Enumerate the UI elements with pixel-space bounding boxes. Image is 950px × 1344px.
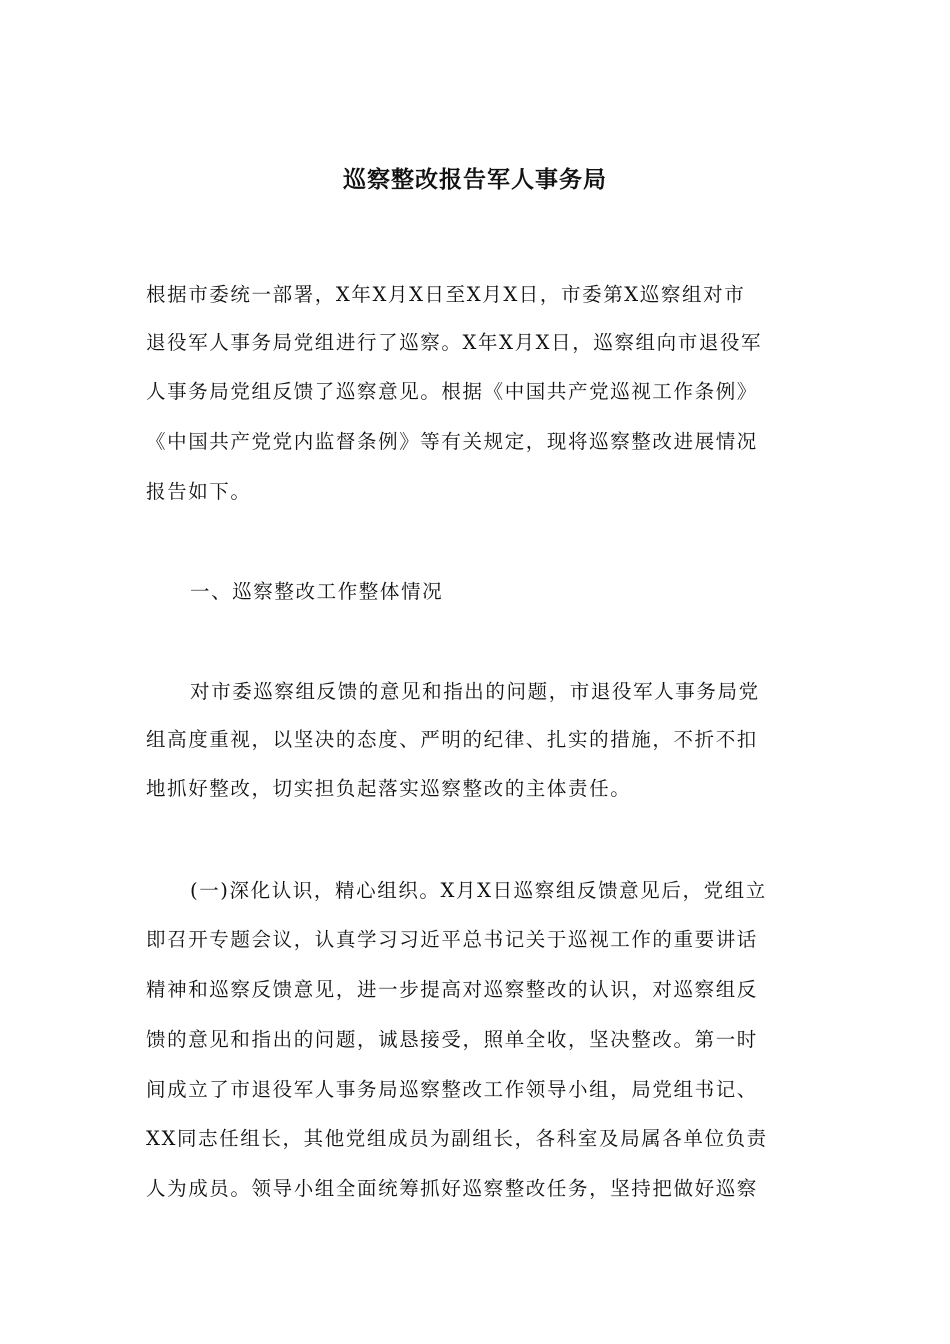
document-title: 巡察整改报告军人事务局 bbox=[343, 166, 607, 193]
paragraph-line: 精神和巡察反馈意见，进一步提高对巡察整改的认识，对巡察组反 bbox=[146, 978, 758, 1001]
paragraph-line: 馈的意见和指出的问题，诚恳接受，照单全收，坚决整改。第一时 bbox=[146, 1028, 758, 1051]
paragraph-line: 《中国共产党党内监督条例》等有关规定，现将巡察整改进展情况 bbox=[146, 430, 758, 453]
paragraph-line: 报告如下。 bbox=[146, 480, 252, 503]
paragraph-line: (一)深化认识，精心组织。X月X日巡察组反馈意见后，党组立 bbox=[190, 879, 767, 902]
paragraph-line: 人为成员。领导小组全面统筹抓好巡察整改任务，坚持把做好巡察 bbox=[146, 1177, 758, 1200]
paragraph-line: 间成立了市退役军人事务局巡察整改工作领导小组，局党组书记、 bbox=[146, 1078, 758, 1101]
section-heading: 一、巡察整改工作整体情况 bbox=[190, 580, 444, 603]
paragraph-line: 根据市委统一部署，X年X月X日至X月X日，市委第X巡察组对市 bbox=[146, 283, 746, 306]
paragraph-line: 退役军人事务局党组进行了巡察。X年X月X日，巡察组向市退役军 bbox=[146, 331, 763, 354]
paragraph-line: 对市委巡察组反馈的意见和指出的问题，市退役军人事务局党 bbox=[190, 680, 760, 703]
paragraph-line: 组高度重视，以坚决的态度、严明的纪律、扎实的措施，不折不扣 bbox=[146, 728, 758, 751]
paragraph-line: 地抓好整改，切实担负起落实巡察整改的主体责任。 bbox=[146, 777, 632, 800]
paragraph-line: 人事务局党组反馈了巡察意见。根据《中国共产党巡视工作条例》 bbox=[146, 380, 758, 403]
paragraph-line: XX同志任组长，其他党组成员为副组长，各科室及局属各单位负责 bbox=[146, 1127, 768, 1150]
paragraph-line: 即召开专题会议，认真学习习近平总书记关于巡视工作的重要讲话 bbox=[146, 928, 758, 951]
